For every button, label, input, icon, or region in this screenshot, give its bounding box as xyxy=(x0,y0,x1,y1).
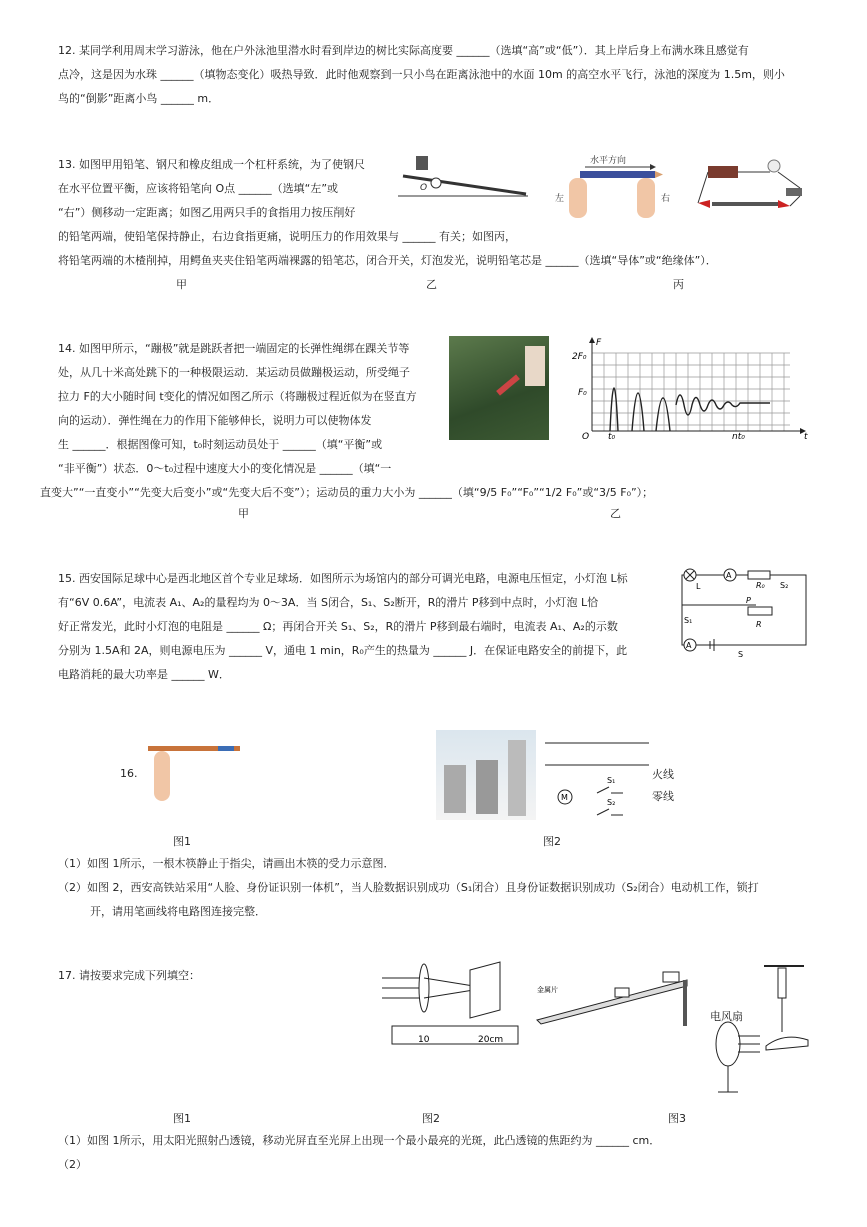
q17-title: 17. 请按要求完成下列填空： xyxy=(58,969,200,982)
q13-line-1: 13. 如图甲用铅笔、钢尺和橡皮组成一个杠杆系统，为了使钢尺 xyxy=(58,158,365,171)
graph-f-axis-label: F xyxy=(596,338,602,348)
s-label: S xyxy=(738,650,744,659)
graph-origin-label: O xyxy=(582,432,590,442)
q15-line-1: 15. 西安国际足球中心是西北地区首个专业足球场．如图所示为场馆内的部分可调光电路，电源电压恒定，小灯泡 L标 xyxy=(58,572,628,585)
q14-line-4: 向的运动）．弹性绳在力的作用下能够伸长，说明力可以使物体发 xyxy=(58,414,372,427)
gate-photo xyxy=(436,730,536,820)
incline-figure xyxy=(537,962,687,1027)
graph-2f0-label: 2F₀ xyxy=(572,352,587,362)
q16-s1-label: S₁ xyxy=(607,776,616,785)
q13-line-4: 的铅笔两端，使铅笔保持静止，右边食指更痛，说明压力的作用效果与 ______ 有关；如图丙， xyxy=(58,230,516,243)
ruler-20-label: 20cm xyxy=(478,1035,504,1045)
graph-nt0-label: nt₀ xyxy=(732,432,745,442)
chopstick-finger-figure xyxy=(148,740,243,805)
lever-figure xyxy=(398,156,528,201)
q16-s2-label: S₂ xyxy=(607,798,616,807)
q14-line-2: 处，从几十米高处跳下的一种极限运动．某运动员做蹦极运动，所受绳子 xyxy=(58,366,410,379)
q16-number: 16. xyxy=(120,767,138,780)
left-label: 左 xyxy=(555,194,565,204)
graph-t0-label: t₀ xyxy=(608,432,616,442)
q15-line-5: 电路消耗的最大功率是 ______ W． xyxy=(58,668,230,681)
bungee-photo xyxy=(449,336,549,440)
a2-label: A xyxy=(686,641,692,650)
q14-caption-yi: 乙 xyxy=(610,507,621,520)
s2-label: S₂ xyxy=(780,581,789,590)
live-wire-label: 火线 xyxy=(652,768,674,781)
motor-label: M xyxy=(561,793,568,802)
q13-caption-yi: 乙 xyxy=(426,278,437,291)
right-label: 右 xyxy=(661,194,671,204)
q15-line-4: 分别为 1.5A和 2A，则电源电压为 ______ V，通电 1 min，R₀产生的热量为 ______ J．在保证电路安全的前提下，此 xyxy=(58,644,628,657)
pencil-circuit-figure xyxy=(690,158,810,218)
direction-label: 水平方向 xyxy=(590,156,627,166)
graph-f0-label: F₀ xyxy=(578,388,587,398)
q17-part-2: （2） xyxy=(58,1158,87,1171)
q14-line-7: 直变大”“一直变小”“先变大后变小”或“先变大后不变”）；运动员的重力大小为 ______（填“9/5 F₀”“F₀”“1/2 F₀”或“3/5 F₀”）； xyxy=(40,486,654,499)
q14-line-6: “非平衡”）状态．0～t₀过程中速度大小的变化情况是 ______（填“一 xyxy=(58,462,392,475)
q15-circuit-figure xyxy=(676,565,816,660)
q12-line-2: 点冷，这是因为水珠 ______（填物态变化）吸热导致．此时他观察到一只小鸟在距离泳池中的水面 10m 的高空水平飞行，泳池的深度为 1.5m，则小 xyxy=(58,68,785,81)
r0-label: R₀ xyxy=(756,581,765,590)
q16-caption-fig2: 图2 xyxy=(543,835,561,848)
graph-t-axis-label: t xyxy=(804,432,808,442)
metal-plate-label: 金属片 xyxy=(537,986,558,994)
q13-caption-jia: 甲 xyxy=(176,278,187,291)
q17-caption-fig3: 图3 xyxy=(668,1112,686,1125)
q16-part-1: （1）如图 1所示，一根木筷静止于指尖，请画出木筷的受力示意图． xyxy=(58,857,395,870)
q16-part-2: （2）如图 2，西安高铁站采用“人脸、身份证识别一体机”，当人脸数据识别成功（S₁闭合）且身份证数据识别成功（S₂闭合）电动机工作，锁打 xyxy=(58,881,759,894)
q16-caption-fig1: 图1 xyxy=(173,835,191,848)
lens-figure xyxy=(382,960,522,1050)
q12-line-3: 鸟的“倒影”距离小鸟 ______ m． xyxy=(58,92,220,105)
a1-label: A xyxy=(726,571,732,580)
neutral-wire-label: 零线 xyxy=(652,790,674,803)
pivot-o-label: O xyxy=(420,183,428,193)
force-time-graph xyxy=(570,335,810,445)
fan-label: 电风扇 xyxy=(710,1010,743,1023)
q15-line-2: 有“6V 0.6A”，电流表 A₁、A₂的量程均为 0～3A．当 S闭合，S₁、S₂断开，R的滑片 P移到中点时，小灯泡 L恰 xyxy=(58,596,599,609)
q17-part-1: （1）如图 1所示，用太阳光照射凸透镜，移动光屏直至光屏上出现一个最小最亮的光斑，此凸透镜的焦距约为 ______ cm． xyxy=(58,1134,661,1147)
s1-label: S₁ xyxy=(684,616,693,625)
q14-line-3: 拉力 F的大小随时间 t变化的情况如图乙所示（将蹦极过程近似为在竖直方 xyxy=(58,390,417,403)
q13-caption-bing: 丙 xyxy=(673,278,684,291)
q13-line-5: 将铅笔两端的木楂削掉，用鳄鱼夹夹住铅笔两端裸露的铅笔芯，闭合开关，灯泡发光，说明铅笔芯是 ______（选填“导体”或“绝缘体”）． xyxy=(58,254,717,267)
l-label: L xyxy=(696,582,701,591)
pencil-fingers-figure xyxy=(555,153,685,233)
p-label: P xyxy=(746,596,751,605)
ruler-10-label: 10 xyxy=(418,1035,430,1045)
q14-caption-jia: 甲 xyxy=(238,507,249,520)
fan-figure xyxy=(704,962,814,1097)
q14-line-1: 14. 如图甲所示，“蹦极”就是跳跃者把一端固定的长弹性绳绑在踝关节等 xyxy=(58,342,410,355)
q15-line-3: 好正常发光，此时小灯泡的电阻是 ______ Ω；再闭合开关 S₁、S₂，R的滑片 P移到最右端时，电流表 A₁、A₂的示数 xyxy=(58,620,618,633)
q14-line-5: 生 ______．根据图像可知，t₀时刻运动员处于 ______（填“平衡”或 xyxy=(58,438,383,451)
q17-caption-fig2: 图2 xyxy=(422,1112,440,1125)
r-label: R xyxy=(756,620,762,629)
q17-caption-fig1: 图1 xyxy=(173,1112,191,1125)
q13-line-3: “右”）侧移动一定距离；如图乙用两只手的食指用力按压削好 xyxy=(58,206,356,219)
q12-line-1: 12. 某同学利用周末学习游泳，他在户外泳池里潜水时看到岸边的树比实际高度要 ______（选填“高”或“低”）．其上岸后身上布满水珠且感觉有 xyxy=(58,44,749,57)
q16-part-2-cont: 开，请用笔画线将电路图连接完整． xyxy=(90,905,266,918)
q13-line-2: 在水平位置平衡，应该将铅笔向 O点 ______（选填“左”或 xyxy=(58,182,339,195)
